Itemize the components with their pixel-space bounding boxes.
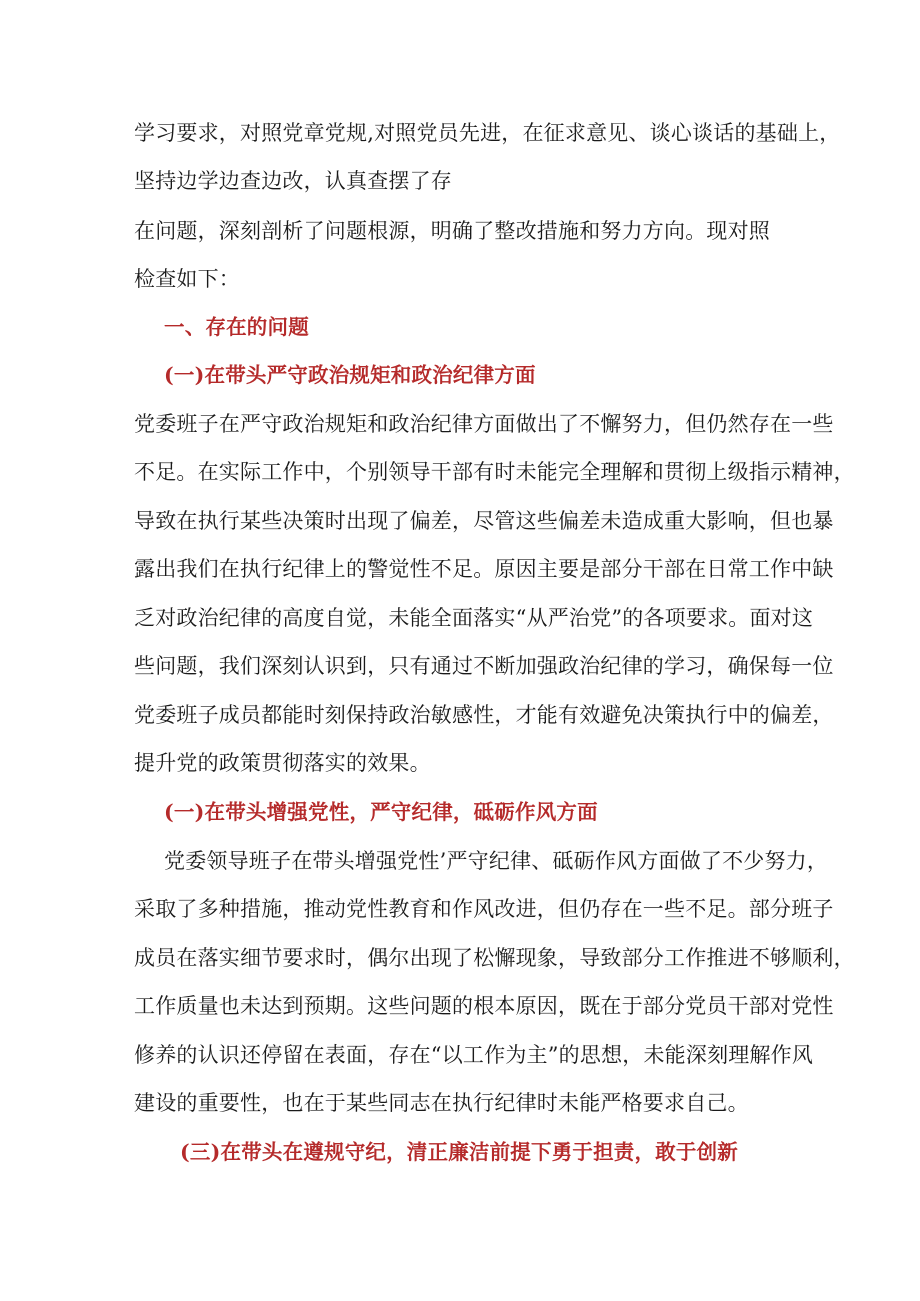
paragraph-line: 些问题，我们深刻认识到，只有通过不断加强政治纪律的学习，确保每一位: [134, 654, 834, 678]
intro-line: 学习要求，对照党章党规,对照党员先进，在征求意见、谈心谈话的基础上，: [134, 121, 841, 145]
paragraph-line: 导致在执行某些决策时出现了偏差，尽管这些偏差未造成重大影响，但也暴: [134, 509, 834, 533]
subsection-heading: (三)在带头在遵规守纪，清正廉洁前提下勇于担责，敢于创新: [180, 1140, 738, 1164]
paragraph-line: 党委班子在严守政治规矩和政治纪律方面做出了不懈努力，但仍然存在一些: [134, 412, 834, 436]
intro-line: 在问题，深刻剖析了问题根源，明确了整改措施和努力方向。现对照: [134, 219, 770, 243]
paragraph-line: 采取了多种措施，推动党性教育和作风改进，但仍存在一些不足。部分班子: [134, 897, 834, 921]
subsection-heading: (一)在带头严守政治规矩和政治纪律方面: [164, 363, 536, 387]
paragraph-line: 建设的重要性，也在于某些同志在执行纪律时未能严格要求自己。: [134, 1091, 749, 1115]
paragraph-line: 修养的认识还停留在表面，存在“以工作为主”的思想，未能深刻理解作风: [134, 1043, 814, 1067]
paragraph-line: 党委领导班子在带头增强党性’严守纪律、砥砺作风方面做了不少努力，: [164, 849, 829, 873]
paragraph-line: 不足。在实际工作中，个别领导干部有时未能完全理解和贯彻上级指示精神，: [134, 460, 855, 484]
paragraph-line: 提升党的政策贯彻落实的效果。: [134, 751, 431, 775]
subsection-heading: (一)在带头增强党性，严守纪律，砥砺作风方面: [164, 800, 598, 824]
paragraph-line: 工作质量也未达到预期。这些问题的根本原因，既在于部分党员干部对党性: [134, 994, 834, 1018]
paragraph-line: 乏对政治纪律的高度自觉，未能全面落实“从严治党”的各项要求。面对这: [134, 606, 814, 630]
paragraph-line: 党委班子成员都能时刻保持政治敏感性，才能有效避免决策执行中的偏差，: [134, 703, 834, 727]
paragraph-line: 成员在落实细节要求时，偶尔出现了松懈现象，导致部分工作推进不够顺利，: [134, 946, 855, 970]
intro-line: 坚持边学边查边改，认真查摆了存: [134, 169, 452, 193]
paragraph-line: 露出我们在执行纪律上的警觉性不足。原因主要是部分干部在日常工作中缺: [134, 557, 834, 581]
intro-line: 检查如下：: [134, 267, 240, 291]
section-heading: 一、存在的问题: [164, 315, 309, 339]
